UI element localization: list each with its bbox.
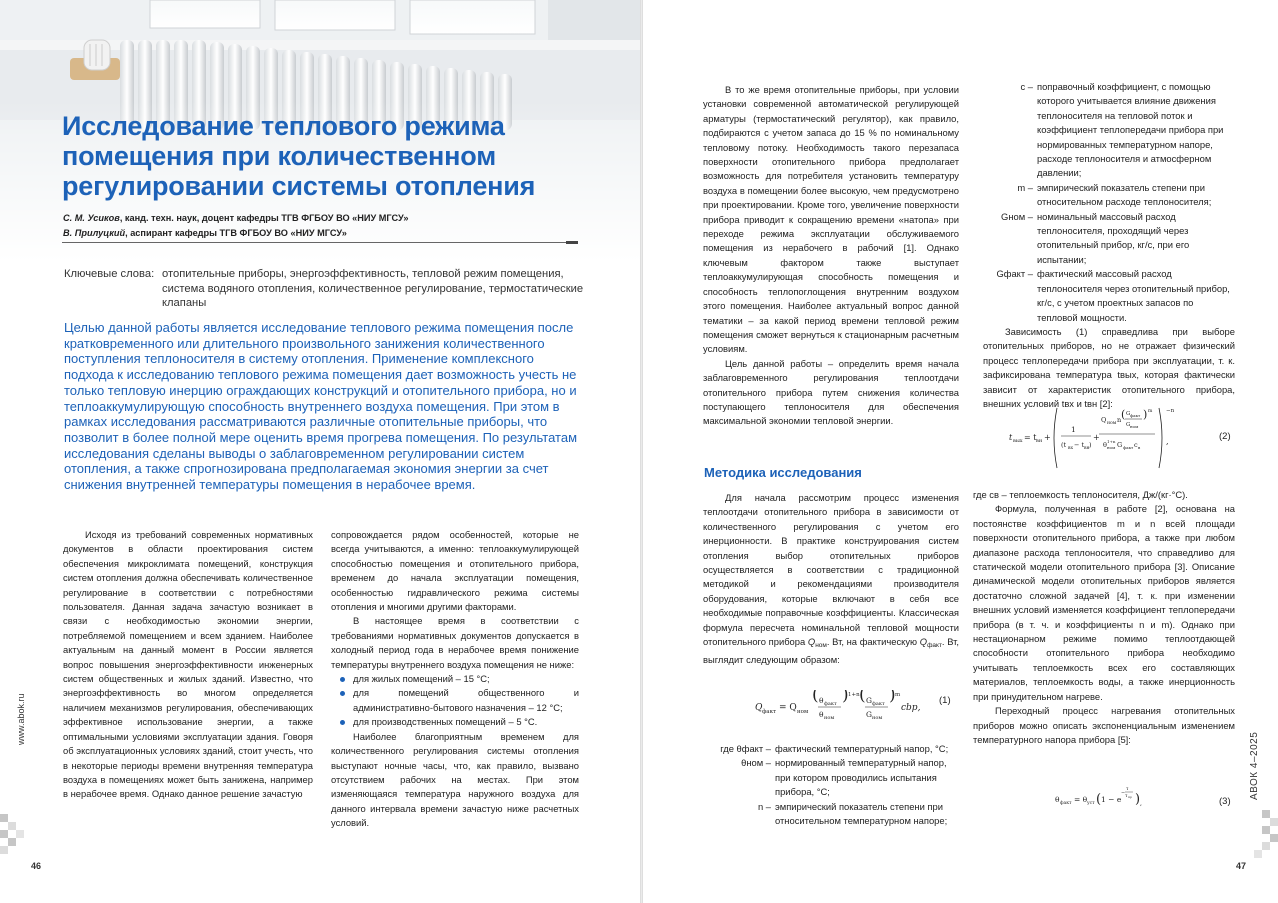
author-1 <box>63 211 583 226</box>
equation-2-graphic <box>1009 404 1179 472</box>
svg-text:факт: факт <box>1130 413 1141 418</box>
svg-text:вх: вх <box>1068 446 1074 451</box>
list-item: для жилых помещений – 15 °С; <box>331 672 579 686</box>
definition-item <box>983 267 1235 325</box>
authors <box>63 211 583 241</box>
section-heading: Методика исследования <box>704 465 862 480</box>
right-column-1-method <box>703 491 959 668</box>
svg-text:пр: пр <box>1128 795 1132 799</box>
svg-text:ном: ном <box>1107 445 1116 450</box>
svg-text:,: , <box>1140 800 1142 807</box>
definition-text: фактический температурный напор, °С; <box>775 743 949 754</box>
page-number-right: 47 <box>1236 861 1247 871</box>
definition-text: поправочный коэффициент, с помощью которого учитывается влияние движения теплоносителя на тепловой поток и коэффициент теплопередачи прибора при нормированных температурном напоре, расходе теплоносителя и атмосферном давлении; <box>1037 81 1224 179</box>
svg-text:θ: θ <box>819 710 824 719</box>
svg-text:(: ( <box>1096 792 1102 807</box>
author-2-name: В. Прилуцкий <box>63 228 126 238</box>
right-column-1-defs <box>703 742 959 828</box>
paragraph <box>703 491 959 668</box>
svg-text:): ) <box>1143 408 1148 421</box>
site-url-link[interactable]: www.abok.ru <box>16 693 26 745</box>
definition-text: номинальный массовый расход теплоносителя, проходящий через отопительный прибор, кг/с, при его испытании; <box>1037 210 1190 265</box>
right-column-2 <box>983 80 1235 411</box>
svg-text:вых: вых <box>1013 438 1023 444</box>
svg-text:Q: Q <box>755 703 763 713</box>
equation-2 <box>1009 404 1179 475</box>
svg-text:= Q: = Q <box>779 703 797 713</box>
equation-2-number: (2) <box>1219 431 1231 442</box>
svg-text:ном: ном <box>1107 421 1117 426</box>
svg-text:= t: = t <box>1024 433 1037 442</box>
svg-text:(: ( <box>859 690 866 705</box>
symbol-sub: ном <box>815 642 827 650</box>
svg-text:1: 1 <box>1071 425 1076 434</box>
svg-text:ном: ном <box>872 715 883 721</box>
paragraph: Переходный процесс нагревания отопительных приборов можно описать экспоненциальным изменением температурного напора прибора [5]: <box>973 705 1235 745</box>
definition-symbol: c – <box>1020 81 1033 92</box>
abstract: Целью данной работы является исследование теплового режима помещения после кратковременного или длительного произвольного занижения количественного поступления теплоносителя в систему отопления. Применение комплексного подхода к исследованию теплового режима помещения дает возможность учесть не только тепловую инерцию ограждающих конструкций и отопительного прибора, но и теплоаккумулирующую способность внутреннего воздуха помещения. При этом в рамках исследования рассматриваются различные отопительные приборы, что позволит в более полной мере оценить время прогрева помещения. По результатам исследования сделаны выводы о заблаговременном регулировании систем отопления, а также спрогнозирована предполагаемая экономия энергии за счет снижения внутренней температуры помещения в нерабочее время. <box>64 320 578 493</box>
svg-text:): ) <box>1135 792 1141 807</box>
keywords <box>64 267 584 311</box>
article-title: Исследование теплового режима помещения при количественном регулировании системы отопления <box>62 111 536 201</box>
svg-text:G: G <box>866 696 872 705</box>
pixel-decoration <box>0 814 30 864</box>
paragraph: Исходя из требований современных нормативных документов в области проектирования систем обеспечения микроклимата помещений, конструкция систем отопления должна обеспечивать количественное регулирование в соответствии с потребностями пользователя. Данная задача зачастую возникает в связи с необходимостью экономии энергии, потребляемой помещением и всем зданием. Наиболее актуальным на данный момент в России является вопрос повышения энергоэффективности инженерных систем общественных и жилых зданий. Известно, что энергоэффективность во многом определяется наличием механизмов регулирования, обеспечивающих эффективное использование энергии, а также оптимальными условиями эксплуатации здания. Говоря об эксплуатационных условиях зданий, стоит учесть, что в некоторые периоды времени внутренняя температура воздуха в помещениях может быть занижена, например в нерабочее время. Однако данное решение зачастую <box>63 529 313 800</box>
journal-issue-text: АВОК 4–2025 <box>1249 731 1260 800</box>
svg-text:уст: уст <box>1087 801 1095 806</box>
svg-text:G: G <box>1126 422 1131 428</box>
svg-text:1 − e: 1 − e <box>1101 795 1122 804</box>
svg-text:t: t <box>1009 433 1013 442</box>
svg-text:G: G <box>866 710 872 719</box>
svg-text:(t: (t <box>1061 441 1067 449</box>
svg-text:− t: − t <box>1074 441 1085 449</box>
paragraph: Зависимость (1) справедлива при выборе отопительных приборов, но не отражает физический процесс теплопередачи прибора при эксплуатации, т. к. зафиксирована температура tвых, которая фактически зависит от характеристик отопительного прибора, внешних условий tвх и tвн [2]: <box>983 325 1235 409</box>
definition-item <box>983 181 1235 210</box>
svg-text:в: в <box>1138 445 1141 450</box>
right-column-1 <box>703 83 959 429</box>
author-2 <box>63 226 583 241</box>
keywords-text: отопительные приборы, энергоэффективность, тепловой режим помещения, система водяного отопления, количественное регулирование, термостатические клапаны <box>162 268 584 310</box>
equation-1-graphic <box>755 690 925 726</box>
svg-text:+: + <box>1093 433 1100 442</box>
author-2-role: , аспирант кафедры ТГВ ФГБОУ ВО «НИУ МГСУ» <box>125 228 347 238</box>
svg-text:): ) <box>889 690 896 705</box>
svg-text:G: G <box>1117 441 1123 449</box>
list-item: для помещений общественного и административно-бытового назначения – 12 °С; <box>331 686 579 715</box>
svg-text:): ) <box>1089 441 1092 449</box>
paragraph: Цель данной работы – определить время начала заблаговременного регулирования теплоотдачи отопительного прибора путем снижения количества поступающего теплоносителя для обеспечения максимальной экономии тепловой энергии. <box>703 357 959 427</box>
svg-text:+: + <box>1044 433 1051 442</box>
definition-symbol: где θфакт – <box>720 743 771 754</box>
definition-text: фактический массовый расход теплоносителя через отопительный прибор, кг/с, с учетом проектных запасов по тепловой мощности. <box>1037 268 1230 323</box>
svg-text:вн: вн <box>1036 438 1043 444</box>
svg-text:Q: Q <box>1101 416 1107 424</box>
svg-text:(: ( <box>812 690 819 705</box>
definition-symbol: n – <box>757 800 771 812</box>
definition-text: эмпирический показатель степени при относительном расходе теплоносителя; <box>1037 181 1212 208</box>
svg-text:1+n: 1+n <box>848 692 860 698</box>
svg-text:ном: ном <box>824 715 835 721</box>
paragraph: Формула, полученная в работе [2], основана на постоянстве коэффициентов m и n всей площади поверхности отопительного прибора, а также при любом диапазоне расхода теплоносителя, что справедливо для статической модели отопительного прибора [3]. Описание динамической модели отопительных приборов является достаточно сложной задачей [4], т. к. при изменении внешних условий изменяется коэффициент теплопередачи прибора (в т. ч. и коэффициенты n и m). Однако при нестационарном режиме помимо теплоотдающей способности отопительного прибора необходимо учитывать теплоемкость всех его составляющих материалов, теплоемкость воды, а также инерционность при принудительном нагреве. <box>973 503 1235 702</box>
definition-symbol: Gном – <box>1001 210 1033 222</box>
symbol-sub: факт <box>927 642 942 650</box>
keywords-label: Ключевые слова: <box>64 268 155 280</box>
svg-text:,: , <box>1166 437 1169 446</box>
definition-item <box>703 742 959 756</box>
svg-text:c: c <box>1134 441 1138 449</box>
svg-text:m: m <box>895 692 901 698</box>
svg-text:θ: θ <box>1103 441 1107 449</box>
list-item: для производственных помещений – 5 °С. <box>331 715 579 729</box>
svg-text:n: n <box>1117 416 1122 424</box>
svg-text:m: m <box>1148 409 1153 414</box>
svg-text:τ: τ <box>1125 794 1128 799</box>
svg-text:факт: факт <box>762 709 777 715</box>
paragraph: В то же время отопительные приборы, при условии установки современной автоматической регулирующей арматуры (термостатический регулятор), как правило, подбираются с учетом запаса до 15 % по номинальному тепловому потоку. Необходимость такого перезапаса поверхности отопительного прибора предполагает возможность для потребителя установить температуру воздуха в помещении более высокую, чем предусмотрено при проектировании. Кроме того, увеличение поверхности прибора приводит к сокращению времени «натопа» при переходе режима эксплуатации обслуживаемого помещения из нерабочего в рабочий [1]. Однако ключевым фактором также выступает теплоаккумулирующая способность помещения и способность теплопоглощения внутренним воздухом этого помещения. Наиболее актуальный вопрос данной тематики – за какой период времени тепловой режим помещения сможет вернуться к стационарным расчетным условиям. <box>703 84 959 355</box>
symbol-q: Q <box>807 636 816 648</box>
svg-text:θ: θ <box>1055 795 1060 804</box>
paragraph-text: Для начала рассмотрим процесс изменения теплоотдачи отопительного прибора в зависимости от количественного регулирования с учетом его инерционности. В практике конструирования систем отопления выбор отопительных приборов осуществляется в соответствии с традиционной методикой и рекомендациями производителя оборудования, которые включают в себя все необходимые поправочные коэффициенты. Классическая формула пересчета номинальной тепловой мощности отопительного прибора <box>703 492 959 648</box>
left-column-2 <box>331 528 579 831</box>
paragraph: где cв – теплоемкость теплоносителя, Дж/(кг·°С). <box>973 489 1188 500</box>
bullet-list <box>331 672 579 730</box>
definition-item <box>983 80 1235 181</box>
definition-symbol: Gфакт – <box>996 268 1033 280</box>
svg-text:факт: факт <box>1123 445 1134 450</box>
svg-text:= θ: = θ <box>1074 795 1088 804</box>
equation-3 <box>1055 780 1165 817</box>
svg-text:факт: факт <box>824 701 837 707</box>
left-column-1 <box>63 528 313 802</box>
svg-text:): ) <box>842 690 849 705</box>
equation-3-number: (3) <box>1219 796 1231 807</box>
definition-symbol: m – <box>1017 181 1033 193</box>
author-1-name: С. М. Усиков <box>63 213 120 223</box>
author-1-role: , канд. техн. наук, доцент кафедры ТГВ ФГБОУ ВО «НИУ МГСУ» <box>119 213 409 223</box>
pixel-decoration-right <box>1248 810 1278 870</box>
definition-symbol: θном – <box>741 757 771 769</box>
right-column-2-continued <box>973 488 1235 747</box>
svg-text:вн: вн <box>1084 446 1090 451</box>
svg-text:−: − <box>1121 790 1126 796</box>
right-page <box>643 0 1278 903</box>
svg-text:факт: факт <box>872 701 885 707</box>
paragraph: В настоящее время в соответствии с требованиями нормативных документов допускается в холодный период года в нерабочее время понижение температуры внутреннего воздуха помещения не ниже: <box>331 615 579 670</box>
svg-text:−n: −n <box>1166 408 1175 414</box>
svg-text:ном: ном <box>797 709 809 715</box>
equation-3-graphic <box>1055 780 1165 814</box>
equation-1 <box>755 690 925 729</box>
svg-text:1+n: 1+n <box>1107 439 1116 444</box>
svg-text:τ: τ <box>1126 787 1129 792</box>
svg-text:ном: ном <box>1130 424 1139 429</box>
svg-text:факт: факт <box>1060 801 1072 806</box>
svg-text:(: ( <box>1121 408 1126 421</box>
definition-item <box>983 210 1235 268</box>
definition-item <box>703 756 959 799</box>
page-number-left: 46 <box>31 861 42 871</box>
svg-text:θ: θ <box>819 696 824 705</box>
definition-item <box>703 800 959 829</box>
svg-text:cbp,: cbp, <box>901 703 921 713</box>
svg-text:G: G <box>1126 411 1131 417</box>
paragraph: сопровождается рядом особенностей, которые не всегда учитываются, а именно: теплоаккумулирующей способностью помещения и отопительного прибора, временем до начала эксплуатации помещения, особенностью гидравлического режима системы отопления и многими другими факторами. <box>331 529 579 613</box>
symbol-q: Q <box>919 636 928 648</box>
paragraph: Наиболее благоприятным временем для количественного регулирования системы отопления выступают ночные часы, что, как правило, вызвано отсутствием рабочих на местах. При этом изменяющаяся температура наружного воздуха для данного интервала времени зачастую ниже расчетных условий. <box>331 730 579 829</box>
definition-text: эмпирический показатель степени при относительном температурном напоре; <box>775 800 948 827</box>
equation-1-number: (1) <box>939 695 951 706</box>
paragraph-text: . Вт, на фактическую <box>826 636 918 648</box>
definition-text: нормированный температурный напор, при котором проводились испытания прибора, °С; <box>775 757 947 798</box>
paragraph-text: . Вт, выглядит следующим образом: <box>703 636 959 666</box>
divider <box>62 242 578 243</box>
